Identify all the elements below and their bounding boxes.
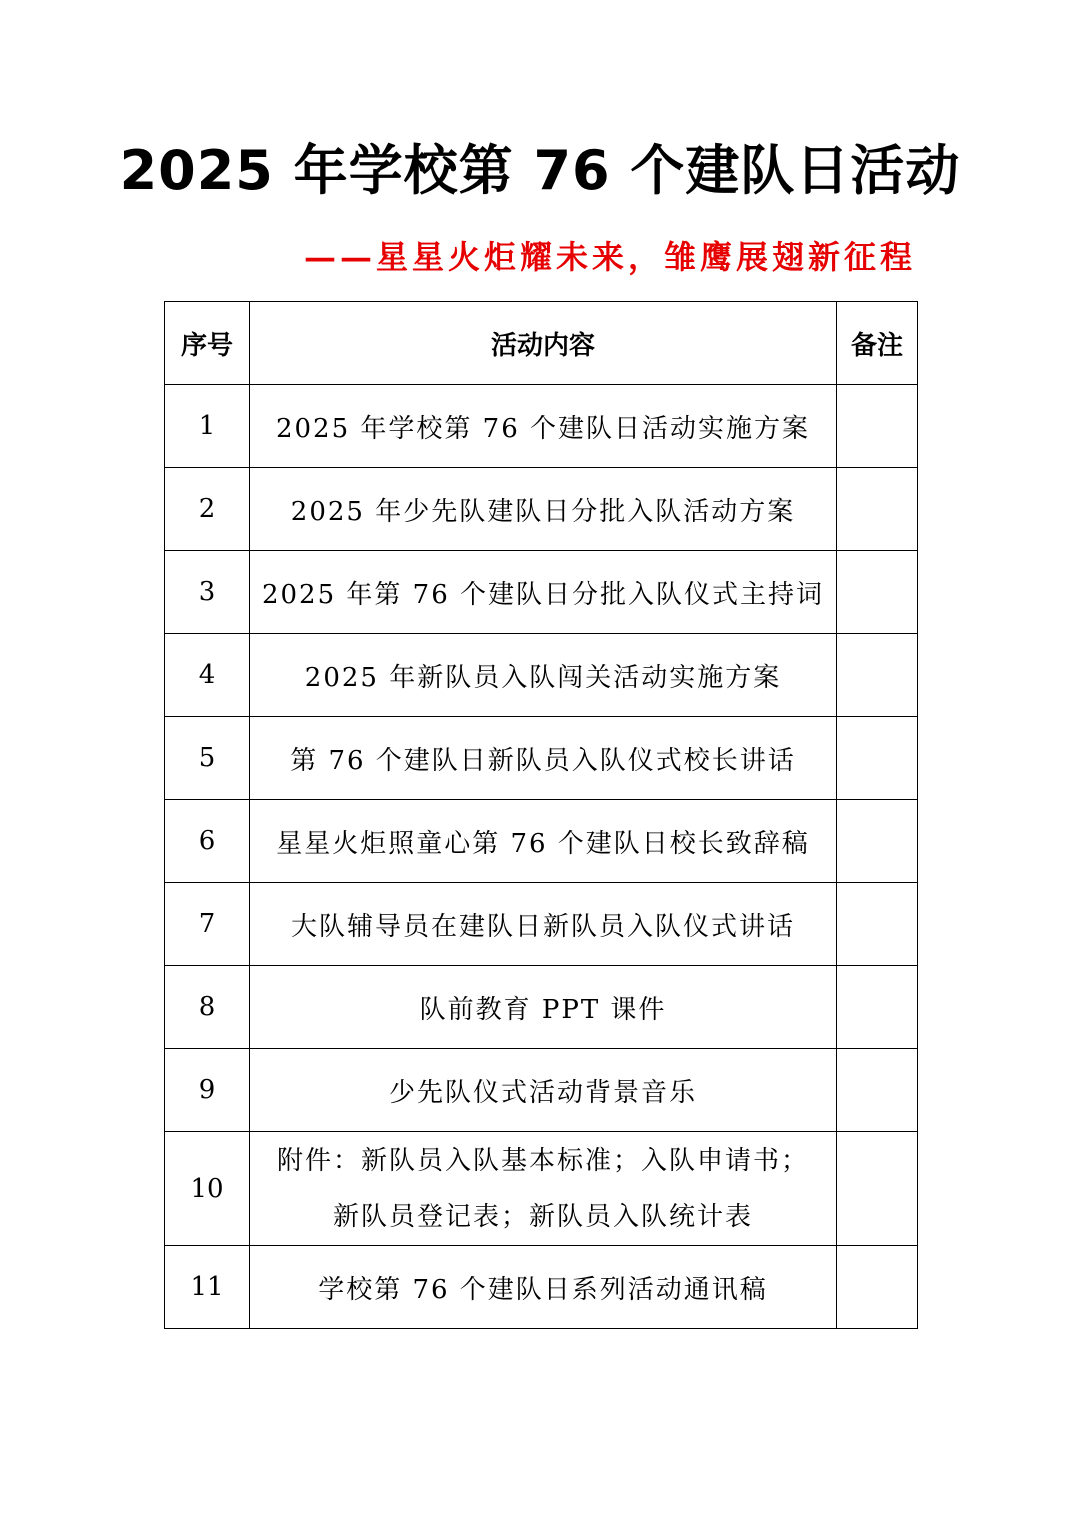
row-number: 11 [165, 1246, 250, 1329]
table-row [165, 800, 918, 883]
table-row [165, 1049, 918, 1132]
row-number: 6 [165, 800, 250, 883]
header-remarks: 备注 [837, 302, 918, 385]
table-row [165, 385, 918, 468]
row-remarks [837, 385, 918, 468]
row-remarks [837, 966, 918, 1049]
row-number: 10 [165, 1132, 250, 1246]
row-number: 2 [165, 468, 250, 551]
row-remarks [837, 717, 918, 800]
table-row [165, 1246, 918, 1329]
table-row [165, 883, 918, 966]
row-remarks [837, 468, 918, 551]
row-content-line: 附件：新队员入队基本标准；入队申请书； [276, 1145, 809, 1176]
row-content: 2025 年新队员入队闯关活动实施方案 [250, 634, 837, 717]
row-content: 第 76 个建队日新队员入队仪式校长讲话 [250, 717, 837, 800]
row-remarks [837, 800, 918, 883]
row-number: 8 [165, 966, 250, 1049]
row-number: 7 [165, 883, 250, 966]
row-number: 9 [165, 1049, 250, 1132]
table-row [165, 966, 918, 1049]
activity-table [164, 301, 918, 1329]
row-number: 4 [165, 634, 250, 717]
row-content [250, 1132, 837, 1246]
row-content-line: 新队员登记表；新队员入队统计表 [332, 1201, 753, 1232]
table-row [165, 717, 918, 800]
row-remarks [837, 883, 918, 966]
row-remarks [837, 1132, 918, 1246]
page-subtitle: ——星星火炬耀未来，雏鹰展翅新征程 [303, 238, 916, 276]
row-remarks [837, 634, 918, 717]
header-number: 序号 [165, 302, 250, 385]
row-content: 2025 年学校第 76 个建队日活动实施方案 [250, 385, 837, 468]
row-content: 少先队仪式活动背景音乐 [250, 1049, 837, 1132]
row-remarks [837, 551, 918, 634]
row-number: 5 [165, 717, 250, 800]
table-header-row [165, 302, 918, 385]
row-number: 1 [165, 385, 250, 468]
row-content: 队前教育 PPT 课件 [250, 966, 837, 1049]
row-content: 大队辅导员在建队日新队员入队仪式讲话 [250, 883, 837, 966]
row-content: 2025 年少先队建队日分批入队活动方案 [250, 468, 837, 551]
row-content: 2025 年第 76 个建队日分批入队仪式主持词 [250, 551, 837, 634]
table-row [165, 468, 918, 551]
header-content: 活动内容 [250, 302, 837, 385]
row-number: 3 [165, 551, 250, 634]
row-remarks [837, 1049, 918, 1132]
table-row [165, 551, 918, 634]
row-content: 学校第 76 个建队日系列活动通讯稿 [250, 1246, 837, 1329]
table-row [165, 634, 918, 717]
page-title: 2025 年学校第 76 个建队日活动 [119, 139, 961, 202]
row-remarks [837, 1246, 918, 1329]
table-row [165, 1132, 918, 1246]
row-content: 星星火炬照童心第 76 个建队日校长致辞稿 [250, 800, 837, 883]
